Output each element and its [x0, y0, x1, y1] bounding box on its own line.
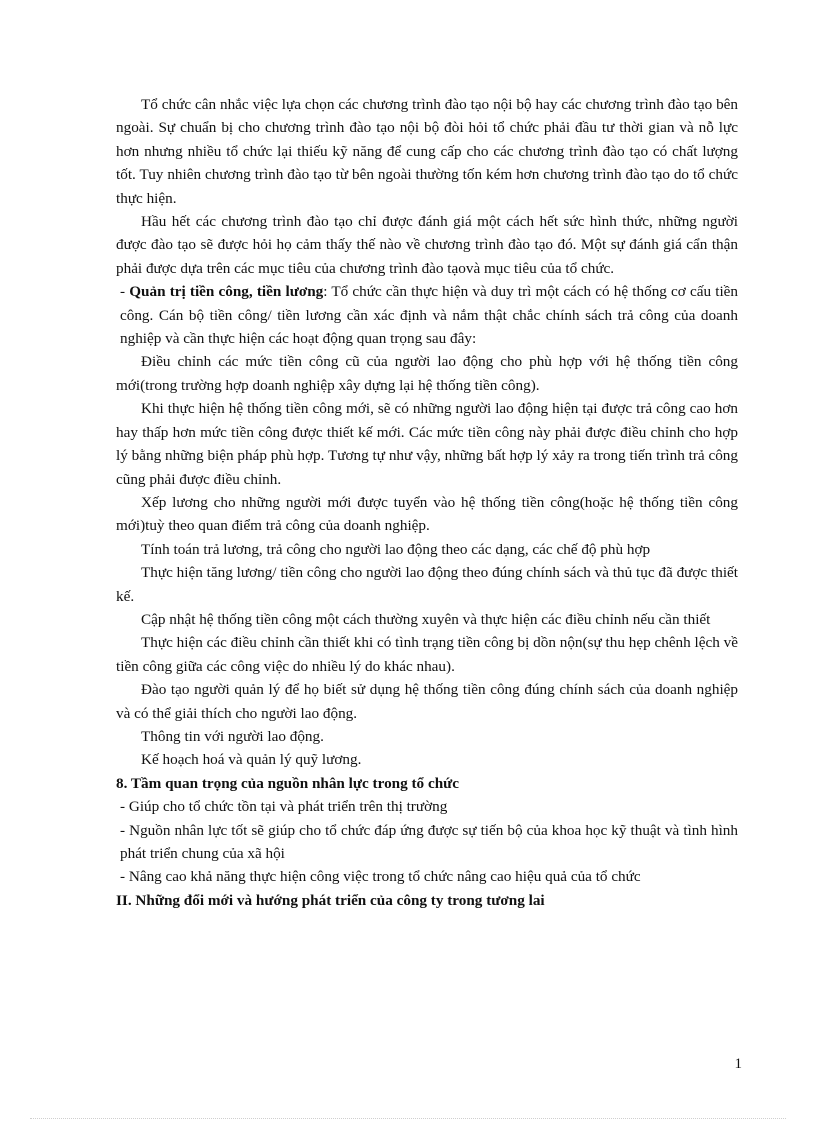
document-page [116, 93, 738, 912]
page-number: 1 [734, 1056, 742, 1072]
salary-item: Khi thực hiện hệ thống tiền công mới, sẽ có những người lao động hiện tại được trả công cao hơn hay thấp hơn mức tiền công được thiết kế mới. Các mức tiền công này phải được điều chỉnh cho hợp lý bằng những biện pháp phù hợp. Tương tự như vậy, những bất hợp lý xảy ra trong tiến trình trả công cũng phải được điều chỉnh. [116, 400, 738, 488]
salary-management-label: Quản trị tiền công, tiền lương [129, 283, 324, 301]
salary-item: Thông tin với người lao động. [141, 727, 324, 745]
salary-management-intro [116, 280, 738, 350]
section-8-item: - Nâng cao khả năng thực hiện công việc trong tổ chức nâng cao hiệu quả của tổ chức [120, 868, 641, 886]
paragraph-training-evaluation: Hầu hết các chương trình đào tạo chỉ được đánh giá một cách hết sức hình thức, những người được đào tạo sẽ được hỏi họ cảm thấy thế nào về chương trình đào tạo đó. Một sự đánh giá cẩn thận phải được dựa trên các mục tiêu của chương trình đào tạovà mục tiêu của tổ chức. [116, 213, 738, 277]
salary-item: Cập nhật hệ thống tiền công một cách thường xuyên và thực hiện các điều chỉnh nếu cần thiết [141, 610, 711, 628]
salary-dash: - [120, 283, 130, 301]
salary-item: Xếp lương cho những người mới được tuyển vào hệ thống tiền công(hoặc hệ thống tiền công mới)tuỳ theo quan điểm trả công của doanh nghiệp. [116, 493, 738, 535]
salary-management-text: : Tổ chức cần thực hiện và duy trì một cách có hệ thống cơ cấu tiền công. Cán bộ tiền công/ tiền lương cần xác định và nắm thật chắc chính sách trả công của doanh nghiệp và cần thực hiện các hoạt động quan trọng sau đây: [120, 283, 739, 348]
salary-item: Thực hiện các điều chỉnh cần thiết khi có tình trạng tiền công bị dồn nộn(sự thu hẹp chênh lệch về tiền công giữa các công việc do nhiều lý do khác nhau). [116, 634, 738, 675]
section-8-item: - Giúp cho tổ chức tồn tại và phát triển trên thị trường [120, 798, 448, 816]
paragraph-training-choice: Tổ chức cân nhắc việc lựa chọn các chương trình đào tạo nội bộ hay các chương trình đào tạo bên ngoài. Sự chuẩn bị cho chương trình đào tạo nội bộ đòi hỏi tổ chức phải đầu tư thời gian và nỗ lực hơn nhưng nhiều tổ chức lại thiếu kỹ năng để cung cấp cho các chương trình đào tạo có chất lượng tốt. Tuy nhiên chương trình đào tạo từ bên ngoài thường tốn kém hơn chương trình đào tạo do tổ chức thực hiện. [116, 96, 738, 207]
salary-item: Tính toán trả lương, trả công cho người lao động theo các dạng, các chế độ phù hợp [141, 540, 651, 558]
salary-item: Kế hoạch hoá và quản lý quỹ lương. [141, 751, 362, 769]
salary-item: Thực hiện tăng lương/ tiền công cho người lao động theo đúng chính sách và thủ tục đã được thiết kế. [116, 564, 738, 605]
section-ii-heading: II. Những đổi mới và hướng phát triển của công ty trong tương lai [116, 891, 545, 909]
page-bottom-rule [30, 1118, 786, 1119]
salary-item: Điều chỉnh các mức tiền công cũ của người lao động cho phù hợp với hệ thống tiền công mới(trong trường hợp doanh nghiệp xây dựng lại hệ thống tiền công). [116, 353, 738, 394]
salary-item: Đào tạo người quản lý để họ biết sử dụng hệ thống tiền công đúng chính sách của doanh nghiệp và có thể giải thích cho người lao động. [116, 681, 738, 722]
section-8-heading: 8. Tầm quan trọng của nguồn nhân lực trong tổ chức [116, 774, 459, 792]
section-8-item: - Nguồn nhân lực tốt sẽ giúp cho tổ chức đáp ứng được sự tiến bộ của khoa học kỹ thuật và tình hình phát triển chung của xã hội [120, 821, 738, 862]
